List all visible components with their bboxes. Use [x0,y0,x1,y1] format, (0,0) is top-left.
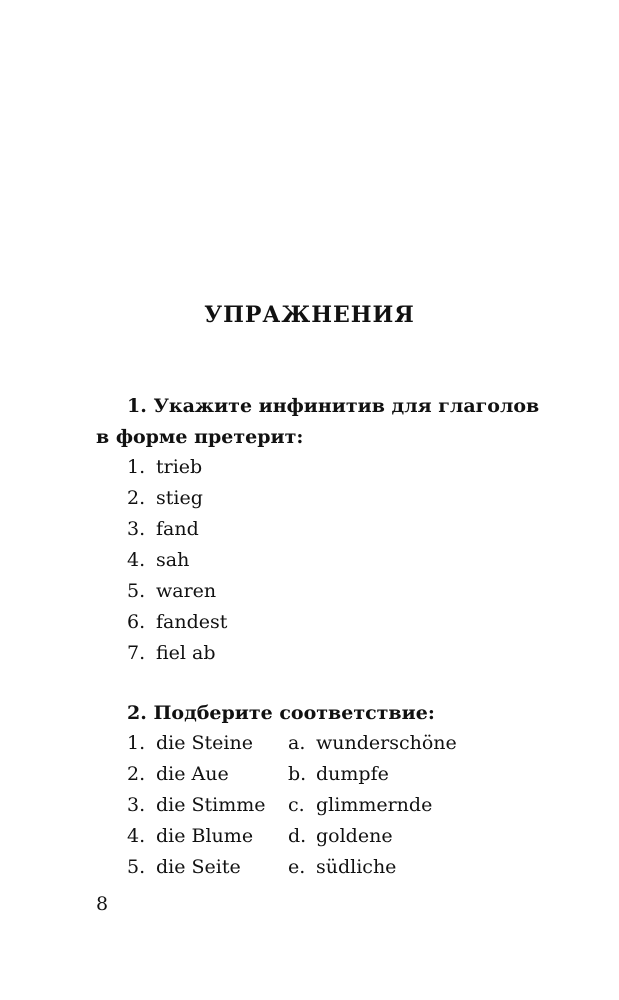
row-number: 1. [127,732,146,754]
adjective: südliche [316,856,397,878]
list-item [127,452,227,483]
list-item [127,607,227,638]
option-letter: c. [288,794,305,816]
item-verb: sah [156,549,190,571]
noun: die Steine [156,732,253,754]
exercise-1-list [127,452,227,669]
item-verb: trieb [156,456,203,478]
exercise-1-title-line-2: в форме претерит: [96,426,304,448]
item-number: 2. [127,487,146,509]
option-letter: d. [288,825,307,847]
item-verb: fandest [156,611,228,633]
adjective: wunderschöne [316,732,457,754]
match-row [127,728,457,759]
row-number: 5. [127,856,146,878]
list-item [127,514,227,545]
section-heading: УПРАЖНЕНИЯ [204,302,415,328]
adjective: goldene [316,825,393,847]
list-item [127,483,227,514]
list-item [127,638,227,669]
list-item [127,545,227,576]
adjective: dumpfe [316,763,389,785]
noun: die Blume [156,825,254,847]
row-number: 4. [127,825,146,847]
item-verb: fand [156,518,199,540]
match-row [127,759,457,790]
item-number: 6. [127,611,146,633]
exercise-2-list [127,728,457,883]
item-number: 4. [127,549,146,571]
exercise-2-title: 2. Подберите соответствие: [127,702,435,724]
option-letter: e. [288,856,306,878]
option-letter: a. [288,732,306,754]
adjective: glimmernde [316,794,433,816]
list-item [127,576,227,607]
match-row [127,852,457,883]
match-row [127,790,457,821]
noun: die Aue [156,763,229,785]
noun: die Seite [156,856,241,878]
item-number: 5. [127,580,146,602]
item-number: 3. [127,518,146,540]
option-letter: b. [288,763,307,785]
exercise-1-title-line-1: 1. Укажите инфинитив для глаголов [127,395,540,417]
row-number: 3. [127,794,146,816]
item-verb: waren [156,580,217,602]
noun: die Stimme [156,794,266,816]
item-verb: fiel ab [156,642,216,664]
match-row [127,821,457,852]
page-number: 8 [96,893,109,915]
item-number: 7. [127,642,146,664]
row-number: 2. [127,763,146,785]
item-verb: stieg [156,487,203,509]
item-number: 1. [127,456,146,478]
